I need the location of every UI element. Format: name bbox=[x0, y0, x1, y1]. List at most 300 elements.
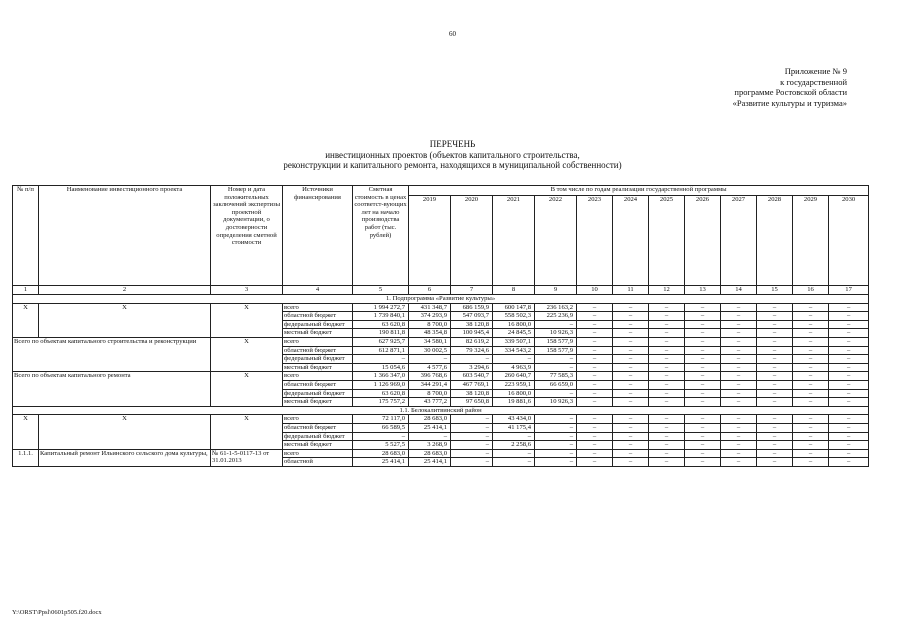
project-name: Капитальный ремонт Ильинского сельского дома культуры, bbox=[39, 449, 211, 466]
value-cell: – bbox=[649, 458, 685, 467]
value-cell: – bbox=[685, 320, 721, 329]
value-cell: 396 768,6 bbox=[409, 372, 451, 381]
value-cell: – bbox=[829, 363, 869, 372]
column-number: 12 bbox=[649, 286, 685, 295]
column-number: 5 bbox=[353, 286, 409, 295]
value-cell: 2 258,6 bbox=[493, 441, 535, 450]
value-cell: 600 147,8 bbox=[493, 303, 535, 312]
value-cell: – bbox=[793, 372, 829, 381]
header-year: 2029 bbox=[793, 196, 829, 286]
value-cell: – bbox=[829, 337, 869, 346]
value-cell: 43 434,0 bbox=[493, 415, 535, 424]
value-cell: 41 175,4 bbox=[493, 423, 535, 432]
value-cell: – bbox=[721, 303, 757, 312]
value-cell: 100 945,4 bbox=[451, 329, 493, 338]
value-cell: – bbox=[353, 432, 409, 441]
value-cell: – bbox=[721, 441, 757, 450]
value-cell: – bbox=[451, 423, 493, 432]
value-cell: 63 620,8 bbox=[353, 320, 409, 329]
value-cell: – bbox=[493, 432, 535, 441]
value-cell: 34 580,1 bbox=[409, 337, 451, 346]
value-cell: – bbox=[829, 303, 869, 312]
value-cell: 10 926,3 bbox=[535, 398, 577, 407]
value-cell: 28 683,0 bbox=[409, 449, 451, 458]
value-cell: – bbox=[721, 389, 757, 398]
value-cell: 8 700,0 bbox=[409, 320, 451, 329]
funding-source: федеральный бюджет bbox=[283, 320, 353, 329]
value-cell: – bbox=[757, 363, 793, 372]
funding-source: федеральный бюджет bbox=[283, 389, 353, 398]
value-cell: 16 800,0 bbox=[493, 320, 535, 329]
value-cell: – bbox=[577, 441, 613, 450]
section-row bbox=[13, 406, 869, 415]
title-heading: ПЕРЕЧЕНЬ bbox=[429, 139, 476, 149]
value-cell: 260 640,7 bbox=[493, 372, 535, 381]
funding-source: всего bbox=[283, 415, 353, 424]
value-cell: – bbox=[451, 415, 493, 424]
value-cell: 79 324,6 bbox=[451, 346, 493, 355]
value-cell: – bbox=[685, 372, 721, 381]
value-cell: – bbox=[721, 337, 757, 346]
value-cell: – bbox=[793, 432, 829, 441]
funding-source: местный бюджет bbox=[283, 329, 353, 338]
value-cell: – bbox=[757, 423, 793, 432]
row-number: 1.1.1. bbox=[13, 449, 39, 466]
value-cell: – bbox=[493, 449, 535, 458]
column-number: 7 bbox=[451, 286, 493, 295]
value-cell: – bbox=[685, 423, 721, 432]
value-cell: – bbox=[685, 337, 721, 346]
value-cell: 558 502,3 bbox=[493, 312, 535, 321]
value-cell: – bbox=[613, 329, 649, 338]
value-cell: 48 354,8 bbox=[409, 329, 451, 338]
value-cell: – bbox=[577, 449, 613, 458]
value-cell: – bbox=[793, 415, 829, 424]
value-cell: – bbox=[577, 337, 613, 346]
title-subline: инвестиционных проектов (объектов капитального строительства, bbox=[325, 149, 580, 160]
value-cell: – bbox=[793, 355, 829, 364]
value-cell: – bbox=[613, 337, 649, 346]
table-row bbox=[13, 372, 869, 381]
value-cell: – bbox=[721, 449, 757, 458]
value-cell: 334 543,2 bbox=[493, 346, 535, 355]
value-cell: – bbox=[649, 380, 685, 389]
value-cell: – bbox=[577, 432, 613, 441]
value-cell: – bbox=[535, 363, 577, 372]
funding-source: всего bbox=[283, 372, 353, 381]
value-cell: – bbox=[829, 380, 869, 389]
value-cell: – bbox=[649, 320, 685, 329]
value-cell: 38 120,8 bbox=[451, 389, 493, 398]
header-year: 2024 bbox=[613, 196, 649, 286]
column-number: 13 bbox=[685, 286, 721, 295]
value-cell: 82 619,2 bbox=[451, 337, 493, 346]
value-cell: 66 659,0 bbox=[535, 380, 577, 389]
value-cell: – bbox=[793, 398, 829, 407]
funding-source: областной bbox=[283, 458, 353, 467]
value-cell: – bbox=[793, 329, 829, 338]
value-cell: – bbox=[577, 303, 613, 312]
value-cell: – bbox=[577, 363, 613, 372]
value-cell: 72 117,0 bbox=[353, 415, 409, 424]
header-sources: Источники финансирования bbox=[283, 186, 353, 286]
value-cell: – bbox=[793, 458, 829, 467]
header-year: 2026 bbox=[685, 196, 721, 286]
column-number: 3 bbox=[211, 286, 283, 295]
value-cell: 4 577,6 bbox=[409, 363, 451, 372]
value-cell: 5 527,5 bbox=[353, 441, 409, 450]
value-cell: 77 585,3 bbox=[535, 372, 577, 381]
value-cell: – bbox=[613, 415, 649, 424]
funding-source: областной бюджет bbox=[283, 346, 353, 355]
value-cell: – bbox=[757, 398, 793, 407]
title-subline: реконструкции и капитального ремонта, находящихся в муниципальной собственности) bbox=[283, 160, 622, 170]
column-number: 1 bbox=[13, 286, 39, 295]
value-cell: 158 577,9 bbox=[535, 337, 577, 346]
value-cell: 3 268,9 bbox=[409, 441, 451, 450]
value-cell: – bbox=[721, 415, 757, 424]
header-year: 2028 bbox=[757, 196, 793, 286]
value-cell: – bbox=[535, 432, 577, 441]
header-no: № п/п bbox=[13, 186, 39, 286]
value-cell: – bbox=[829, 320, 869, 329]
value-cell: – bbox=[535, 389, 577, 398]
value-cell: – bbox=[535, 449, 577, 458]
value-cell: – bbox=[793, 441, 829, 450]
appendix-note bbox=[733, 66, 847, 108]
value-cell: 30 002,5 bbox=[409, 346, 451, 355]
value-cell: – bbox=[451, 432, 493, 441]
value-cell: – bbox=[793, 449, 829, 458]
value-cell: 28 683,0 bbox=[353, 449, 409, 458]
value-cell: 190 811,8 bbox=[353, 329, 409, 338]
value-cell: 627 925,7 bbox=[353, 337, 409, 346]
value-cell: – bbox=[535, 320, 577, 329]
header-year: 2019 bbox=[409, 196, 451, 286]
value-cell: – bbox=[721, 363, 757, 372]
value-cell: 1 739 840,1 bbox=[353, 312, 409, 321]
value-cell: – bbox=[577, 423, 613, 432]
total-label: Всего по объектам капитального ремонта bbox=[13, 372, 211, 406]
value-cell: – bbox=[577, 346, 613, 355]
value-cell: – bbox=[757, 329, 793, 338]
value-cell: – bbox=[757, 346, 793, 355]
value-cell: – bbox=[721, 355, 757, 364]
value-cell: – bbox=[613, 432, 649, 441]
value-cell: – bbox=[613, 441, 649, 450]
value-cell: – bbox=[721, 380, 757, 389]
value-cell: 431 348,7 bbox=[409, 303, 451, 312]
value-cell: 547 093,7 bbox=[451, 312, 493, 321]
value-cell: – bbox=[649, 398, 685, 407]
value-cell: – bbox=[757, 415, 793, 424]
funding-source: федеральный бюджет bbox=[283, 355, 353, 364]
value-cell: – bbox=[685, 355, 721, 364]
value-cell: – bbox=[793, 337, 829, 346]
value-cell: – bbox=[685, 312, 721, 321]
value-cell: – bbox=[757, 372, 793, 381]
value-cell: 24 845,5 bbox=[493, 329, 535, 338]
column-number: 17 bbox=[829, 286, 869, 295]
value-cell: – bbox=[829, 449, 869, 458]
value-cell: – bbox=[649, 415, 685, 424]
value-cell: – bbox=[757, 355, 793, 364]
value-cell: – bbox=[829, 312, 869, 321]
value-cell: – bbox=[577, 398, 613, 407]
value-cell: – bbox=[649, 449, 685, 458]
value-cell: 374 293,9 bbox=[409, 312, 451, 321]
appendix-line: программе Ростовской области bbox=[734, 87, 847, 97]
value-cell: – bbox=[649, 355, 685, 364]
value-cell: – bbox=[685, 389, 721, 398]
value-cell: 16 800,0 bbox=[493, 389, 535, 398]
value-cell: – bbox=[757, 432, 793, 441]
value-cell: – bbox=[613, 312, 649, 321]
value-cell: – bbox=[757, 458, 793, 467]
column-number: 4 bbox=[283, 286, 353, 295]
value-cell: – bbox=[493, 355, 535, 364]
document-title bbox=[0, 139, 905, 171]
value-cell: 344 291,4 bbox=[409, 380, 451, 389]
value-cell: – bbox=[577, 312, 613, 321]
column-number: 10 bbox=[577, 286, 613, 295]
value-cell: 8 700,0 bbox=[409, 389, 451, 398]
funding-source: областной бюджет bbox=[283, 380, 353, 389]
column-number: 11 bbox=[613, 286, 649, 295]
value-cell: 686 159,9 bbox=[451, 303, 493, 312]
value-cell: 97 650,8 bbox=[451, 398, 493, 407]
investment-projects-table bbox=[12, 185, 869, 467]
doc-cell: X bbox=[211, 415, 283, 449]
value-cell: – bbox=[757, 320, 793, 329]
value-cell: 10 926,3 bbox=[535, 329, 577, 338]
value-cell: – bbox=[685, 449, 721, 458]
value-cell: – bbox=[757, 389, 793, 398]
header-year: 2025 bbox=[649, 196, 685, 286]
column-number: 2 bbox=[39, 286, 211, 295]
appendix-line: Приложение № 9 bbox=[784, 66, 847, 76]
value-cell: – bbox=[649, 363, 685, 372]
header-year: 2020 bbox=[451, 196, 493, 286]
value-cell: 66 589,5 bbox=[353, 423, 409, 432]
project-name: X bbox=[39, 303, 211, 337]
value-cell: – bbox=[613, 458, 649, 467]
file-path-footer: Y:\ORST\Ppsl\0601p505.f20.docx bbox=[12, 609, 102, 616]
value-cell: – bbox=[685, 363, 721, 372]
value-cell: – bbox=[829, 355, 869, 364]
value-cell: – bbox=[829, 346, 869, 355]
header-name: Наименование инвестиционного проекта bbox=[39, 186, 211, 286]
value-cell: 603 540,7 bbox=[451, 372, 493, 381]
value-cell: – bbox=[577, 372, 613, 381]
value-cell: – bbox=[577, 355, 613, 364]
value-cell: – bbox=[793, 380, 829, 389]
header-year: 2023 bbox=[577, 196, 613, 286]
funding-source: всего bbox=[283, 303, 353, 312]
value-cell: – bbox=[721, 423, 757, 432]
value-cell: 43 777,2 bbox=[409, 398, 451, 407]
value-cell: – bbox=[353, 355, 409, 364]
doc-cell: X bbox=[211, 303, 283, 337]
column-number: 16 bbox=[793, 286, 829, 295]
value-cell: – bbox=[649, 312, 685, 321]
header-by-years: В том числе по годам реализации государственной программы bbox=[409, 186, 869, 196]
table-row bbox=[13, 337, 869, 346]
column-number: 9 bbox=[535, 286, 577, 295]
value-cell: – bbox=[757, 380, 793, 389]
value-cell: – bbox=[793, 389, 829, 398]
value-cell: – bbox=[577, 320, 613, 329]
column-number: 15 bbox=[757, 286, 793, 295]
value-cell: – bbox=[721, 458, 757, 467]
value-cell: – bbox=[793, 346, 829, 355]
value-cell: – bbox=[649, 346, 685, 355]
value-cell: – bbox=[685, 432, 721, 441]
value-cell: – bbox=[793, 363, 829, 372]
header-doc: Номер и дата положительных заключений экспертизы проектной документации, о достоверности определения сметной стоимости bbox=[211, 186, 283, 286]
value-cell: – bbox=[757, 337, 793, 346]
header-estimate: Сметная стоимость в ценах соответст-вующих лет на начало производства работ (тыс. рублей) bbox=[353, 186, 409, 286]
row-number: X bbox=[13, 303, 39, 337]
value-cell: – bbox=[793, 303, 829, 312]
value-cell: – bbox=[409, 355, 451, 364]
value-cell: – bbox=[757, 312, 793, 321]
value-cell: – bbox=[613, 423, 649, 432]
funding-source: областной бюджет bbox=[283, 423, 353, 432]
table-row bbox=[13, 303, 869, 312]
value-cell: – bbox=[613, 449, 649, 458]
value-cell: 1 366 347,0 bbox=[353, 372, 409, 381]
value-cell: 25 414,1 bbox=[409, 423, 451, 432]
value-cell: – bbox=[577, 458, 613, 467]
value-cell: – bbox=[451, 458, 493, 467]
column-number: 14 bbox=[721, 286, 757, 295]
value-cell: – bbox=[829, 458, 869, 467]
header-year: 2030 bbox=[829, 196, 869, 286]
value-cell: – bbox=[451, 441, 493, 450]
value-cell: – bbox=[685, 346, 721, 355]
table-row bbox=[13, 415, 869, 424]
value-cell: 223 959,1 bbox=[493, 380, 535, 389]
value-cell: – bbox=[793, 312, 829, 321]
value-cell: – bbox=[649, 441, 685, 450]
funding-source: местный бюджет bbox=[283, 441, 353, 450]
value-cell: – bbox=[829, 398, 869, 407]
value-cell: – bbox=[721, 346, 757, 355]
header-year: 2022 bbox=[535, 196, 577, 286]
value-cell: 38 120,8 bbox=[451, 320, 493, 329]
value-cell: – bbox=[721, 398, 757, 407]
value-cell: – bbox=[829, 441, 869, 450]
value-cell: – bbox=[535, 458, 577, 467]
value-cell: – bbox=[613, 363, 649, 372]
appendix-line: к государственной bbox=[780, 76, 847, 87]
value-cell: – bbox=[649, 432, 685, 441]
value-cell: – bbox=[685, 303, 721, 312]
value-cell: 3 294,6 bbox=[451, 363, 493, 372]
value-cell: – bbox=[649, 329, 685, 338]
column-number: 6 bbox=[409, 286, 451, 295]
section-heading: 1. Подпрограмма «Развитие культуры» bbox=[13, 295, 869, 304]
value-cell: – bbox=[649, 337, 685, 346]
value-cell: – bbox=[685, 441, 721, 450]
value-cell: 612 871,1 bbox=[353, 346, 409, 355]
row-number: X bbox=[13, 415, 39, 449]
value-cell: – bbox=[535, 441, 577, 450]
value-cell: 4 963,9 bbox=[493, 363, 535, 372]
section-heading: 1.1. Белокалитвинский район bbox=[13, 406, 869, 415]
value-cell: – bbox=[613, 389, 649, 398]
value-cell: – bbox=[535, 355, 577, 364]
value-cell: 28 683,0 bbox=[409, 415, 451, 424]
value-cell: – bbox=[721, 329, 757, 338]
value-cell: – bbox=[721, 312, 757, 321]
doc-cell: № 61-1-5-0117-13 от 31.01.2013 bbox=[211, 449, 283, 466]
value-cell: – bbox=[613, 346, 649, 355]
value-cell: – bbox=[721, 320, 757, 329]
value-cell: – bbox=[829, 372, 869, 381]
value-cell: 467 769,1 bbox=[451, 380, 493, 389]
value-cell: 63 620,8 bbox=[353, 389, 409, 398]
value-cell: – bbox=[613, 320, 649, 329]
value-cell: – bbox=[829, 415, 869, 424]
value-cell: 339 507,1 bbox=[493, 337, 535, 346]
value-cell: 1 994 272,7 bbox=[353, 303, 409, 312]
value-cell: – bbox=[685, 458, 721, 467]
value-cell: – bbox=[613, 303, 649, 312]
funding-source: местный бюджет bbox=[283, 398, 353, 407]
value-cell: – bbox=[685, 398, 721, 407]
value-cell: 225 236,9 bbox=[535, 312, 577, 321]
value-cell: – bbox=[829, 329, 869, 338]
appendix-line: «Развитие культуры и туризма» bbox=[732, 97, 847, 108]
value-cell: – bbox=[721, 372, 757, 381]
value-cell: – bbox=[409, 432, 451, 441]
table-row bbox=[13, 449, 869, 458]
value-cell: – bbox=[535, 415, 577, 424]
value-cell: – bbox=[613, 380, 649, 389]
section-row bbox=[13, 295, 869, 304]
value-cell: – bbox=[793, 320, 829, 329]
value-cell: – bbox=[649, 423, 685, 432]
value-cell: – bbox=[685, 329, 721, 338]
total-label: Всего по объектам капитального строительства и реконструкции bbox=[13, 337, 211, 371]
value-cell: – bbox=[451, 355, 493, 364]
value-cell: – bbox=[577, 329, 613, 338]
value-cell: – bbox=[757, 303, 793, 312]
value-cell: – bbox=[757, 441, 793, 450]
doc-cell: X bbox=[211, 372, 283, 406]
page-number: 60 bbox=[449, 30, 456, 38]
doc-cell: X bbox=[211, 337, 283, 371]
value-cell: 19 881,6 bbox=[493, 398, 535, 407]
funding-source: местный бюджет bbox=[283, 363, 353, 372]
value-cell: – bbox=[577, 389, 613, 398]
value-cell: – bbox=[613, 372, 649, 381]
value-cell: – bbox=[829, 432, 869, 441]
value-cell: 1 126 969,0 bbox=[353, 380, 409, 389]
value-cell: – bbox=[577, 380, 613, 389]
value-cell: 25 414,1 bbox=[353, 458, 409, 467]
value-cell: 25 414,1 bbox=[409, 458, 451, 467]
funding-source: областной бюджет bbox=[283, 312, 353, 321]
value-cell: 175 757,2 bbox=[353, 398, 409, 407]
value-cell: – bbox=[649, 389, 685, 398]
value-cell: – bbox=[757, 449, 793, 458]
value-cell: – bbox=[535, 423, 577, 432]
value-cell: – bbox=[685, 380, 721, 389]
funding-source: федеральный бюджет bbox=[283, 432, 353, 441]
